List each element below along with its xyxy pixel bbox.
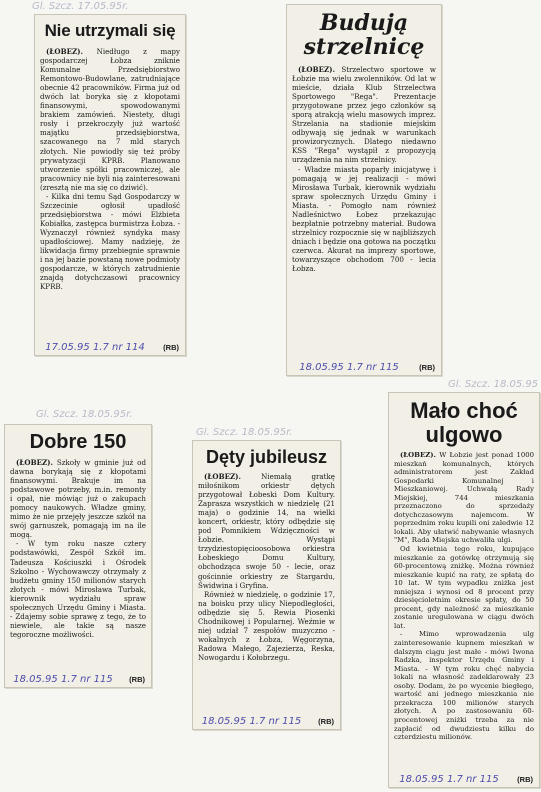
- article-paragraph: - W tym roku nasze cztery podstawówki, Zespół Szkół im. Tadeusza Kościuszki i Ośrodek Szkolno - Wychowawczy otrzymały z budżetu gminy 150 milionów starych złotych - mówi Mirosława Turbak, kierownik wydziału spraw społecznych Urzędu Gminy i Miasta. - Zdajemy sobie sprawę z tego, że to niewiele, ale takie są nasze tegoroczne możliwości.: [10, 539, 146, 639]
- author-initials: (RB): [517, 775, 533, 784]
- article-body: [389, 451, 539, 742]
- handwritten-date: 18.05.95 1.7 nr 115: [399, 774, 499, 785]
- source-note: Gl. Szcz. 18.05.95r.: [36, 409, 133, 420]
- source-note: Gl. Szcz. 18.05.95r.: [196, 427, 293, 438]
- article-lead: (ŁOBEZ).: [204, 472, 241, 481]
- article-paragraph: Szkoły w gminie już od dawna borykają się z kłopotami finansowymi. Brakuje im na podstawowe potrzeby, m.in. remonty i opał, nie mówiąc już o zakupach pomocy naukowych. Władze gminy, mimo że nie przejęły jeszcze szkół na swój garnuszek, pomagają im na ile mogą.: [10, 458, 146, 540]
- article-title: Dobre 150: [29, 431, 127, 453]
- clipping-nie-utrzymali-sie: [34, 14, 186, 356]
- article-paragraph: Od kwietnia tego roku, kupujące mieszkanie za gotówkę otrzymują się 60-procentową zniżkę. Można również mieszkanie kupić na raty, ze spłatą do 10 lat. W tym wypadku zniżka jest mniejsza i wynosi od 8 procent przy dziesięcioletnim okresie spłaty, do 50 procent, gdy należność za mieszkanie zostanie uregulowana w ciągu dwóch lat.: [394, 545, 534, 630]
- article-paragraph: Również w niedzielę, o godzinie 17, na boisku przy ulicy Niepodległości, odbędzie się 5. Rewia Piosenki Chodnikowej i Popularnej. Weźmie w niej udział 7 zespołów muzyczno - wokalnych z Łobza, Węgorzyna, Radowa Małego, Zajezierza, Reska, Nowogardu i Kołobrzegu.: [198, 589, 335, 662]
- author-initials: (RB): [163, 343, 179, 352]
- article-lead: (ŁOBEZ).: [46, 47, 83, 56]
- article-paragraph: - Kilka dni temu Sąd Gospodarczy w Szczecinie ogłosił upadłość przedsiębiorstwa - mówi Elżbieta Kobiałka, zastępca burmistrza Łobza. - Wyznaczył również syndyka masy upadłościowej. Mamy nadzieję, że likwidacja firmy przebiegnie sprawnie i na jej bazie powstaną nowe podmioty gospodarcze, w których zatrudnienie znajdą dotychczasowi pracownicy KPRB.: [40, 191, 180, 292]
- article-lead: (ŁOBEZ).: [298, 65, 335, 74]
- article-paragraph: - Mimo wprowadzenia ulg zainteresowanie kupnem mieszkań w dalszym ciągu jest małe - mówi Iwona Radzka, inspektor Urzędu Gminy i Miasta. - W tym roku chęć nabycia lokali na własność zadeklarowały 23 osoby. Dodam, że po wycenie biegłego, wartość ani jednego mieszkania nie przekracza 100 milionów starych złotych. A po zastosowaniu 60-procentowej zniżki trzeba za nie zapłacić od dwudziestu kilku do czterdziestu milionów.: [394, 630, 534, 742]
- article-body: [287, 65, 441, 273]
- article-paragraph: Niemałą gratkę miłośnikom orkiestr dętych przygotował Łobeski Dom Kultury. Zaprasza wszystkich w niedzielę (21 maja) o godzinie 14, na wielki koncert, orkiestr, który odbędzie się pod Pomnikiem Wdzięczności w Łobzie. Wystąpi trzydziestopięcioosobowa orkiestra Łobeskiego Domu Kultury, obchodząca swoje 50 - lecie, oraz gościnnie orkiestry ze Stargardu, Świdwina i Gryfina.: [198, 472, 335, 590]
- article-paragraph: Niedługo z mapy gospodarczej Łobza zniknie Komunalne Przedsiębiorstwo Remontowo-Budowlane, zatrudniające obecnie 42 pracowników. Firma już od dwóch lat boryka się z kłopotami finansowymi, spowodowanymi brakiem zamówień. Niestety, długi rosły i przekroczyły już wartość majątku przedsiębiorstwa, szacowanego na 7 mld starych złotych. Nie powiodły się też próby prywatyzacji KPRB. Planowano utworzenie spółki pracowniczej, ale pracownicy nie byli nią zainteresowani (zresztą nie ma się co dziwić).: [40, 47, 180, 192]
- article-body: [193, 472, 340, 662]
- clipping-dobre-150: [4, 424, 152, 688]
- article-paragraph: W Łobzie jest ponad 1000 mieszkań komunalnych, których administratorem jest Zakład Gospodarki Komunalnej i Mieszkaniowej. Uchwałą Rady Miejskiej, 744 mieszkania przeznaczono do sprzedaży dotychczasowym najemcom. W poprzednim roku kupili oni zaledwie 12 lokali. Aby ułatwić nabywanie własnych "M", Rada Miejska uchwaliła ulgi.: [394, 451, 534, 545]
- article-paragraph: - Władze miasta poparły inicjatywę i pomagają w jej realizacji - mówi Mirosława Turbak, kierownik wydziału spraw społecznych Urzędu Gminy i Miasta. - Pomogło nam również Nadleśnictwo Łobez przekazując bezpłatnie potrzebny materiał. Budowa strzelnicy rozpocznie się w najbliższych dniach i będzie ona gotowa na początku czerwca. Akurat na imprezy sportowe, towarzyszące obchodom 700 - lecia Łobza.: [292, 164, 437, 274]
- clipping-buduja-strzelnice: [286, 4, 442, 376]
- handwritten-date: 17.05.95 1.7 nr 114: [45, 342, 145, 353]
- article-body: [5, 458, 151, 639]
- article-title: Mało choć ulgowo: [410, 398, 518, 447]
- article-lead: (ŁOBEZ).: [16, 458, 53, 467]
- clipping-dety-jubileusz: [192, 440, 341, 730]
- article-title: Budują strzelnicę: [303, 10, 425, 60]
- source-note: Gl. Szcz. 17.05.95r.: [32, 1, 129, 12]
- author-initials: (RB): [318, 717, 334, 726]
- handwritten-date: 18.05.95 1.7 nr 115: [201, 716, 302, 727]
- author-initials: (RB): [419, 363, 435, 372]
- source-note: Gl. Szcz. 18.05.95: [448, 379, 539, 390]
- article-lead: (ŁOBEZ).: [400, 451, 436, 459]
- clipping-malo-choc-ulgowo: [388, 392, 540, 788]
- handwritten-date: 18.05.95 1.7 nr 115: [299, 362, 399, 373]
- article-title: Nie utrzymali się: [44, 21, 176, 40]
- handwritten-date: 18.05.95 1.7 nr 115: [13, 674, 113, 685]
- article-title: Dęty jubileusz: [205, 447, 328, 467]
- article-body: [35, 47, 185, 291]
- author-initials: (RB): [129, 675, 145, 684]
- article-paragraph: Strzelectwo sportowe w Łobzie ma wielu zwolenników. Od lat w mieście, działa Klub Strzelectwa Sportowego "Rega". Prezentacje przygotowane przez jego członków są sporą atrakcją wielu masowych imprez. Strzelania na stadionie miejskim odbywają się jednak w warunkach prowizorycznych. Dlatego niedawno KSS "Rega" wystąpił z propozycją urządzenia na nim strzelnicy.: [292, 65, 436, 165]
